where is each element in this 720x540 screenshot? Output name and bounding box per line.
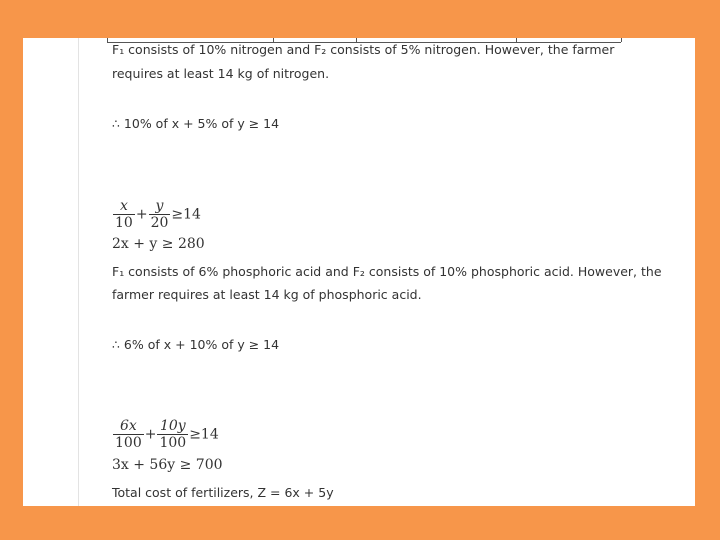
denominator: 100	[159, 435, 187, 451]
numerator: 6x	[113, 418, 144, 435]
denominator: 20	[150, 215, 169, 231]
nitrogen-fraction-equation	[112, 198, 201, 231]
fraction	[113, 418, 144, 451]
fraction	[113, 198, 135, 231]
plus-sign: +	[135, 206, 148, 223]
nitrogen-simplified: 2x + y ≥ 280	[112, 236, 205, 252]
table-divider	[107, 38, 108, 42]
document-page	[23, 38, 695, 506]
phosphoric-text-line2: farmer requires at least 14 kg of phosphoric acid.	[112, 287, 422, 302]
plus-sign: +	[144, 426, 157, 443]
phosphoric-inequality: ∴ 6% of x + 10% of y ≥ 14	[112, 337, 280, 352]
nitrogen-text-line1: F₁ consists of 10% nitrogen and F₂ consists of 5% nitrogen. However, the farmer	[112, 42, 615, 57]
inequality-rhs: ≥14	[171, 206, 201, 223]
numerator: 10y	[157, 418, 188, 435]
fraction	[157, 418, 188, 451]
denominator: 10	[115, 215, 133, 231]
left-margin-rule	[78, 38, 79, 506]
table-divider	[621, 38, 622, 42]
numerator: y	[149, 198, 171, 215]
phosphoric-simplified: 3x + 56y ≥ 700	[112, 457, 223, 473]
total-cost-text: Total cost of fertilizers, Z = 6x + 5y	[112, 485, 334, 500]
fraction	[149, 198, 171, 231]
phosphoric-fraction-equation	[112, 418, 219, 451]
inequality-rhs: ≥14	[189, 426, 219, 443]
nitrogen-inequality: ∴ 10% of x + 5% of y ≥ 14	[112, 116, 280, 131]
phosphoric-text-line1: F₁ consists of 6% phosphoric acid and F₂ consists of 10% phosphoric acid. However, the	[112, 264, 662, 279]
numerator: x	[113, 198, 135, 215]
nitrogen-text-line2: requires at least 14 kg of nitrogen.	[112, 66, 330, 81]
denominator: 100	[115, 435, 142, 451]
